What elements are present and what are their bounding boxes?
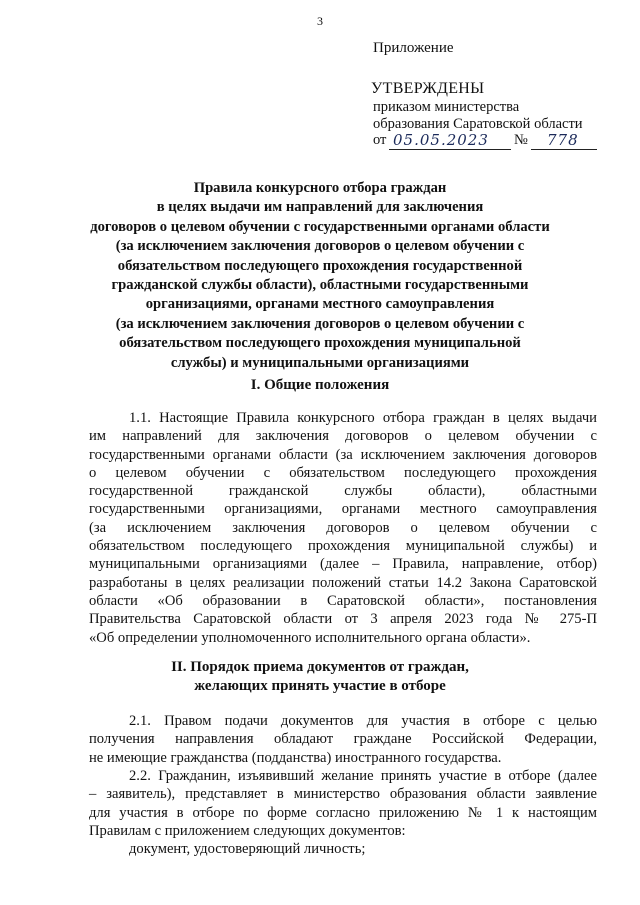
title-line: (за исключением заключения договоров о целевом обучении с xyxy=(115,315,525,332)
title-line: в целях выдачи им направлений для заключения xyxy=(156,199,484,216)
number-underline xyxy=(531,149,597,150)
paragraph-line: разработаны в целях реализации положений статьи 14.2 Закона Саратовской xyxy=(89,574,597,591)
paragraph-line: – заявитель), представляет в министерство образования области заявление xyxy=(89,786,597,803)
paragraph-line: «Об определении уполномоченного исполнительного органа области». xyxy=(89,629,531,646)
paragraph-line: государственными органами области (за исключением заключения договоров xyxy=(89,446,597,463)
number-prefix: № xyxy=(514,132,528,148)
paragraph-line: не имеющие гражданства (подданства) иностранного государства. xyxy=(89,749,502,766)
order-line-2: образования Саратовской области xyxy=(373,116,583,132)
paragraph-line: Правительства Саратовской области от 3 апреля 2023 года № 275-П xyxy=(89,611,597,628)
title-line: обязательством последующего прохождения муниципальной xyxy=(119,335,521,352)
title-line: службы) и муниципальными организациями xyxy=(170,354,470,371)
handwritten-number: 778 xyxy=(547,131,579,149)
paragraph-line: области «Об образовании в Саратовской области», постановления xyxy=(89,592,597,609)
section-1-heading: I. Общие положения xyxy=(250,377,390,393)
approved-label: УТВЕРЖДЕНЫ xyxy=(371,80,485,97)
title-line: организациями, органами местного самоуправления xyxy=(145,296,495,313)
appendix-label: Приложение xyxy=(373,40,454,56)
document-title xyxy=(60,179,580,373)
date-prefix: от xyxy=(373,132,387,148)
paragraph-2-2 xyxy=(89,767,597,840)
section-2-heading-line: II. Порядок приема документов от граждан, xyxy=(171,659,469,675)
paragraph-line: (за исключением заключения договоров о целевом обучении с xyxy=(89,519,597,536)
list-item xyxy=(89,840,597,858)
paragraph-line: муниципальными организациями (далее – Правила, направление, отбор) xyxy=(89,556,597,573)
title-line: договоров о целевом обучении с государственными органами области xyxy=(90,218,550,235)
paragraph-line: 1.1. Настоящие Правила конкурсного отбора граждан в целях выдачи xyxy=(129,410,597,426)
title-line: обязательством последующего прохождения государственной xyxy=(117,257,523,274)
paragraph-line: государственной гражданской службы области), областными xyxy=(89,483,597,500)
title-line: Правила конкурсного отбора граждан xyxy=(193,180,447,196)
date-underline xyxy=(389,149,511,150)
handwritten-date: 05.05.2023 xyxy=(393,131,489,149)
paragraph-line: 2.2. Гражданин, изъявивший желание принять участие в отборе (далее xyxy=(129,768,597,784)
title-line: (за исключением заключения договоров о целевом обучении с xyxy=(115,238,525,255)
page-number: 3 xyxy=(317,14,323,28)
list-item-text: документ, удостоверяющий личность; xyxy=(129,841,366,857)
paragraph-line: 2.1. Правом подачи документов для участия в отборе с целью xyxy=(129,713,597,729)
paragraph-1-1 xyxy=(89,409,597,647)
paragraph-2-1 xyxy=(89,712,597,767)
section-2-heading xyxy=(60,658,580,697)
paragraph-line: обязательством последующего прохождения муниципальной службы) и xyxy=(89,538,597,555)
order-date-row xyxy=(371,132,597,152)
section-2-heading-line: желающих принять участие в отборе xyxy=(194,678,446,695)
paragraph-line: Правилам с приложением следующих документов: xyxy=(89,822,406,839)
order-line-1: приказом министерства xyxy=(373,99,520,115)
paragraph-line: государственными организациями, органами местного самоуправления xyxy=(89,501,597,518)
paragraph-line: о целевом обучении с обязательством последующего прохождения xyxy=(89,464,597,481)
title-line: гражданской службы области), областными государственными xyxy=(111,277,529,294)
paragraph-line: получения направления обладают граждане Российской Федерации, xyxy=(89,731,597,748)
paragraph-line: им направлений для заключения договоров о целевом обучении с xyxy=(89,428,597,445)
paragraph-line: для участия в отборе по форме согласно приложению № 1 к настоящим xyxy=(89,804,597,821)
